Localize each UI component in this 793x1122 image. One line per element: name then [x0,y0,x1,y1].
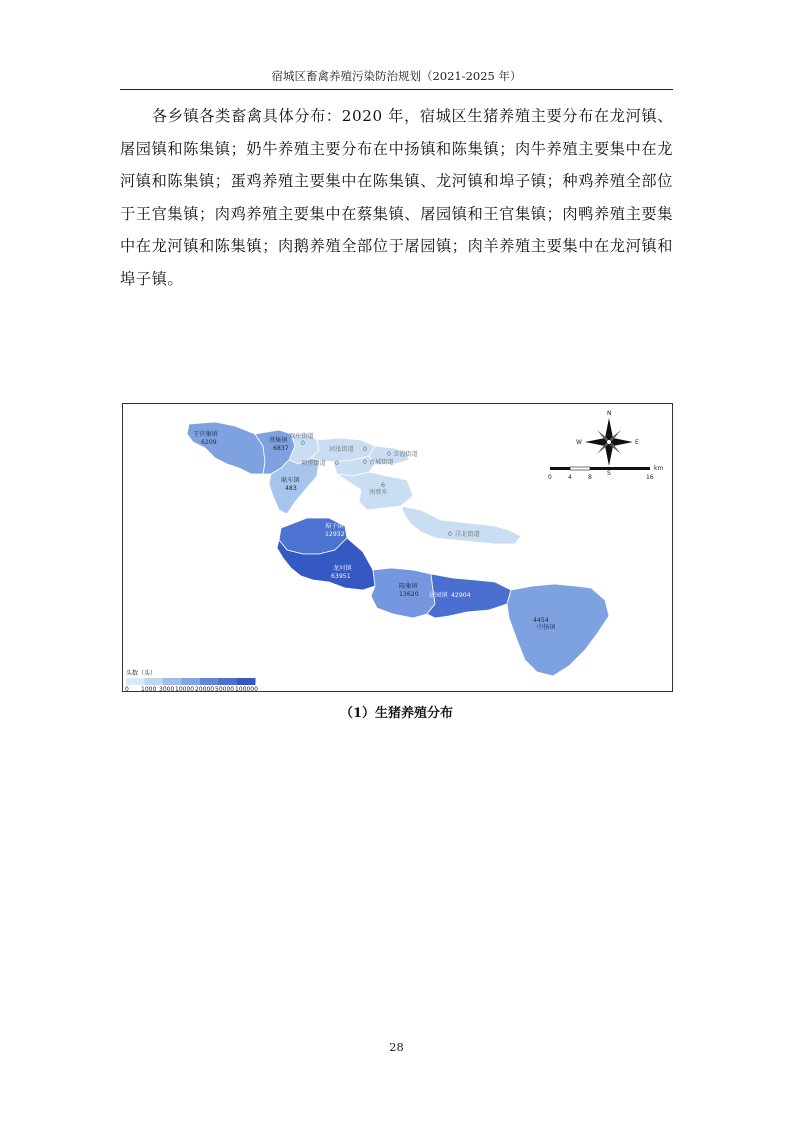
legend-tick-10000: 10000 [175,686,195,691]
map-canvas [123,404,672,691]
label-zhongyang-value: 4454 [533,617,549,624]
label-xiangli-value: 0 [335,460,339,467]
scale-tick-8: 8 [588,474,592,481]
label-xingfu-name: 幸福街道 [393,451,418,458]
map-figure [122,403,673,692]
legend-tick-50000: 50000 [215,686,235,691]
label-longhe-value: 63951 [331,573,351,580]
compass-west-label: W [576,439,582,446]
legend-tick-20000: 20000 [195,686,215,691]
legend-tick-0: 0 [125,686,129,691]
region-wangguanji [187,422,265,474]
legend-tick-3000: 3000 [159,686,175,691]
label-chenji-name: 陈集镇 [399,583,418,590]
legend-swatch [145,678,164,685]
label-gengche-value: 483 [285,485,297,492]
label-tuyuan-value: 42904 [451,592,471,599]
legend-swatch [219,678,238,685]
scale-tick-16: 16 [646,474,654,481]
label-zhongyang-name: 中扬镇 [537,624,556,631]
legend [125,669,258,691]
label-xingfu-value: 0 [387,451,391,458]
legend-swatch [200,678,219,685]
page-number: 28 [389,1040,404,1054]
label-yangbei-name: 洋北街道 [455,531,480,538]
figure-caption: （1）生猪养殖分布 [339,706,454,721]
label-gucheng-name: 古城街道 [369,459,394,466]
label-wangguanji-name: 王官集镇 [193,431,218,438]
body-paragraph: 各乡镇各类畜禽具体分布：2020 年，宿城区生猪养殖主要分布在龙河镇、屠园镇和陈集镇；奶牛养殖主要分布在中扬镇和陈集镇；肉牛养殖主要集中在龙河镇和陈集镇；蛋鸡养殖主要集中在陈集镇、龙河镇和埠子镇；种鸡养殖全部位于王官集镇；肉鸡养殖主要集中在蔡集镇、屠园镇和王官集镇；肉鸭养殖主要集中在龙河镇和陈集镇；肉鹅养殖全部位于屠园镇；肉羊养殖主要集中在龙河镇和埠子镇。 [120,107,673,288]
legend-title: 头数（头） [126,670,157,677]
scale-tick-4: 4 [568,474,572,481]
region-zhongyang [507,584,609,676]
legend-swatch [126,678,145,685]
scale-unit: km [654,465,664,472]
label-buzi-value: 12932 [325,531,345,538]
label-shuangzhuang-value: 0 [301,440,305,447]
legend-swatch [182,678,201,685]
compass-north-label: N [607,410,612,417]
compass-east-label: E [635,439,639,446]
label-nancai-value: 6 [381,482,385,489]
label-caiji-name: 蔡集镇 [269,437,288,444]
label-chenji-value: 13620 [399,591,419,598]
label-shuangzhuang-name: 双庄街道 [289,433,314,440]
legend-tick-100000: 100000 [235,686,258,691]
label-nancai-name: 南蔡乡 [369,489,388,496]
compass-south-label: S [607,470,611,477]
label-buzi-name: 埠子镇 [325,523,344,530]
header-rule [120,89,673,90]
legend-tick-1000: 1000 [141,686,157,691]
legend-swatch [163,678,182,685]
label-caiji-value: 6837 [273,445,289,452]
scale-bar [548,465,663,481]
legend-swatch [237,678,256,685]
label-xiangli-name: 项里街道 [301,460,326,467]
running-header: 宿城区畜禽养殖污染防治规划（2021-2025 年） [271,69,522,83]
region-yangbei [401,506,521,544]
scale-tick-0: 0 [548,474,552,481]
label-gengche-name: 耿车镇 [281,477,300,484]
label-heba-value: 0 [363,446,367,453]
label-gucheng-value: 0 [363,459,367,466]
label-yangbei-value: 0 [448,531,452,538]
label-heba-name: 河泓街道 [329,446,354,453]
label-tuyuan-name: 屠园镇 [429,592,448,599]
label-wangguanji-value: 6209 [201,439,217,446]
label-longhe-name: 龙河镇 [333,565,352,572]
